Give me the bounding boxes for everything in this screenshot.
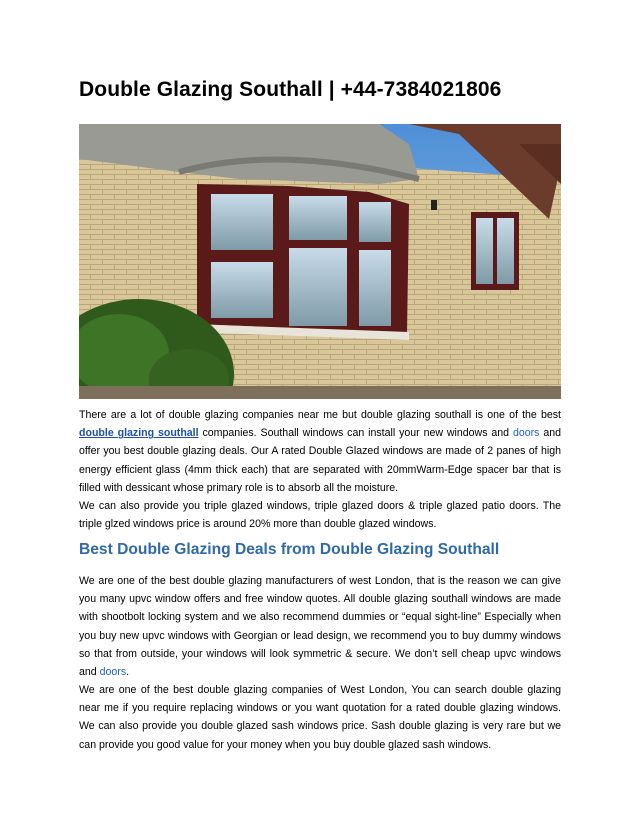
deals-paragraph: [79, 572, 561, 681]
page-title: Double Glazing Southall | +44-7384021806: [79, 78, 502, 101]
doors-link-1[interactable]: doors: [512, 427, 540, 440]
intro-text-3: and offer you best double glazing deals. Our A rated Double Glazed windows are made of 2 panes of high energy efficient glass (4mm thick each) that are separated with 20mmWarm-Edge spacer bar that is filled with dessicant whose primary role is to absorb all the moisture.: [79, 427, 561, 494]
deals-text-1: We are one of the best double glazing manufacturers of west London, that is the reason we can give you many upvc window offers and free window quotes. All double glazing southall windows are made with shootbolt locking system and we also recommend dummies or “equal sight-line” Especially when you buy new upvc windows with Georgian or lead design, we recommend you to buy dummy windows so that from outside, your windows will look symmetric & secure. We don’t sell cheap upvc windows and: [79, 575, 561, 679]
doors-link-2[interactable]: doors: [99, 666, 127, 679]
house-photo: [79, 124, 561, 399]
intro-text-2: companies. Southall windows can install your new windows and: [198, 427, 513, 440]
deals-text-2: .: [126, 666, 130, 679]
section-heading: Best Double Glazing Deals from Double Glazing Southall: [79, 541, 500, 558]
intro-text-1: There are a lot of double glazing companies near me but double glazing southall is one of the best: [79, 409, 561, 421]
double-glazing-southall-link[interactable]: double glazing southall: [79, 427, 199, 440]
triple-glazing-paragraph: We can also provide you triple glazed windows, triple glazed doors & triple glazed patio doors. The triple glzed windows price is around 20% more than double glazed windows.: [79, 500, 561, 531]
intro-paragraph: [79, 406, 561, 497]
sash-windows-paragraph: We are one of the best double glazing companies of West London, You can search double glazing near me if you require replacing windows or you want quotation for a rated double glazing windows. We can also provide you double glazed sash windows price. Sash double glazing is very rare but we can provide you good value for your money when you buy double glazed sash windows.: [79, 684, 561, 751]
